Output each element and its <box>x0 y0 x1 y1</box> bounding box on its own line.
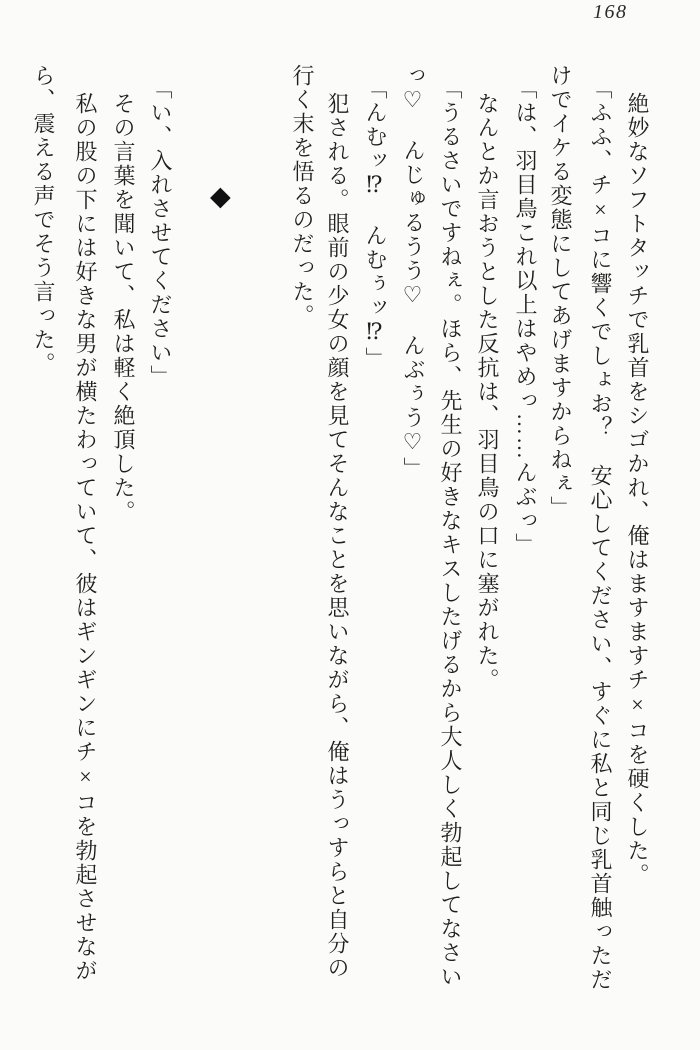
text-column-11: 「い、入れさせてください」 <box>148 77 173 389</box>
text-column-12: その言葉を聞いて、私は軽く絶頂した。 <box>111 92 136 524</box>
text-column-3: けでイケる変態にしてあげますからねぇ」 <box>548 64 573 520</box>
text-column-1: 絶妙なソフトタッチで乳首をシゴかれ、俺はますますチ×コを硬くした。 <box>625 92 650 887</box>
text-column-2: 「ふふ、チ×コに響くでしょお？ 安心してください、すぐに私と同じ乳首触っただ <box>588 77 613 992</box>
text-column-8: 「んむッ⁉ んむぅッ⁉」 <box>363 77 388 371</box>
text-column-7: っ♡ んじゅるうう♡ んぶぅう♡」 <box>401 64 426 481</box>
text-column-10: 行く末を悟るのだった。 <box>290 64 315 328</box>
section-divider-icon: ◆ <box>210 181 231 211</box>
text-column-6: 「うるさいですねぇ。ほら、先生の好きなキスしたげるから大人しく勃起してなさい <box>438 77 463 989</box>
text-column-9: 犯される。眼前の少女の顔を見てそんなことを思いながら、俺はうっすらと自分の <box>325 92 350 980</box>
text-column-5: なんとか言おうとした反抗は、羽目鳥の口に塞がれた。 <box>475 92 500 692</box>
page-number: 168 <box>593 1 628 23</box>
text-column-13: 私の股の下には好きな男が横たわっていて、彼はギンギンにチ×コを勃起させなが <box>73 92 98 983</box>
text-column-4: 「は、羽目鳥これ以上はやめっ……んぶっ」 <box>513 77 538 557</box>
text-column-14: ら、震える声でそう言った。 <box>31 64 56 376</box>
